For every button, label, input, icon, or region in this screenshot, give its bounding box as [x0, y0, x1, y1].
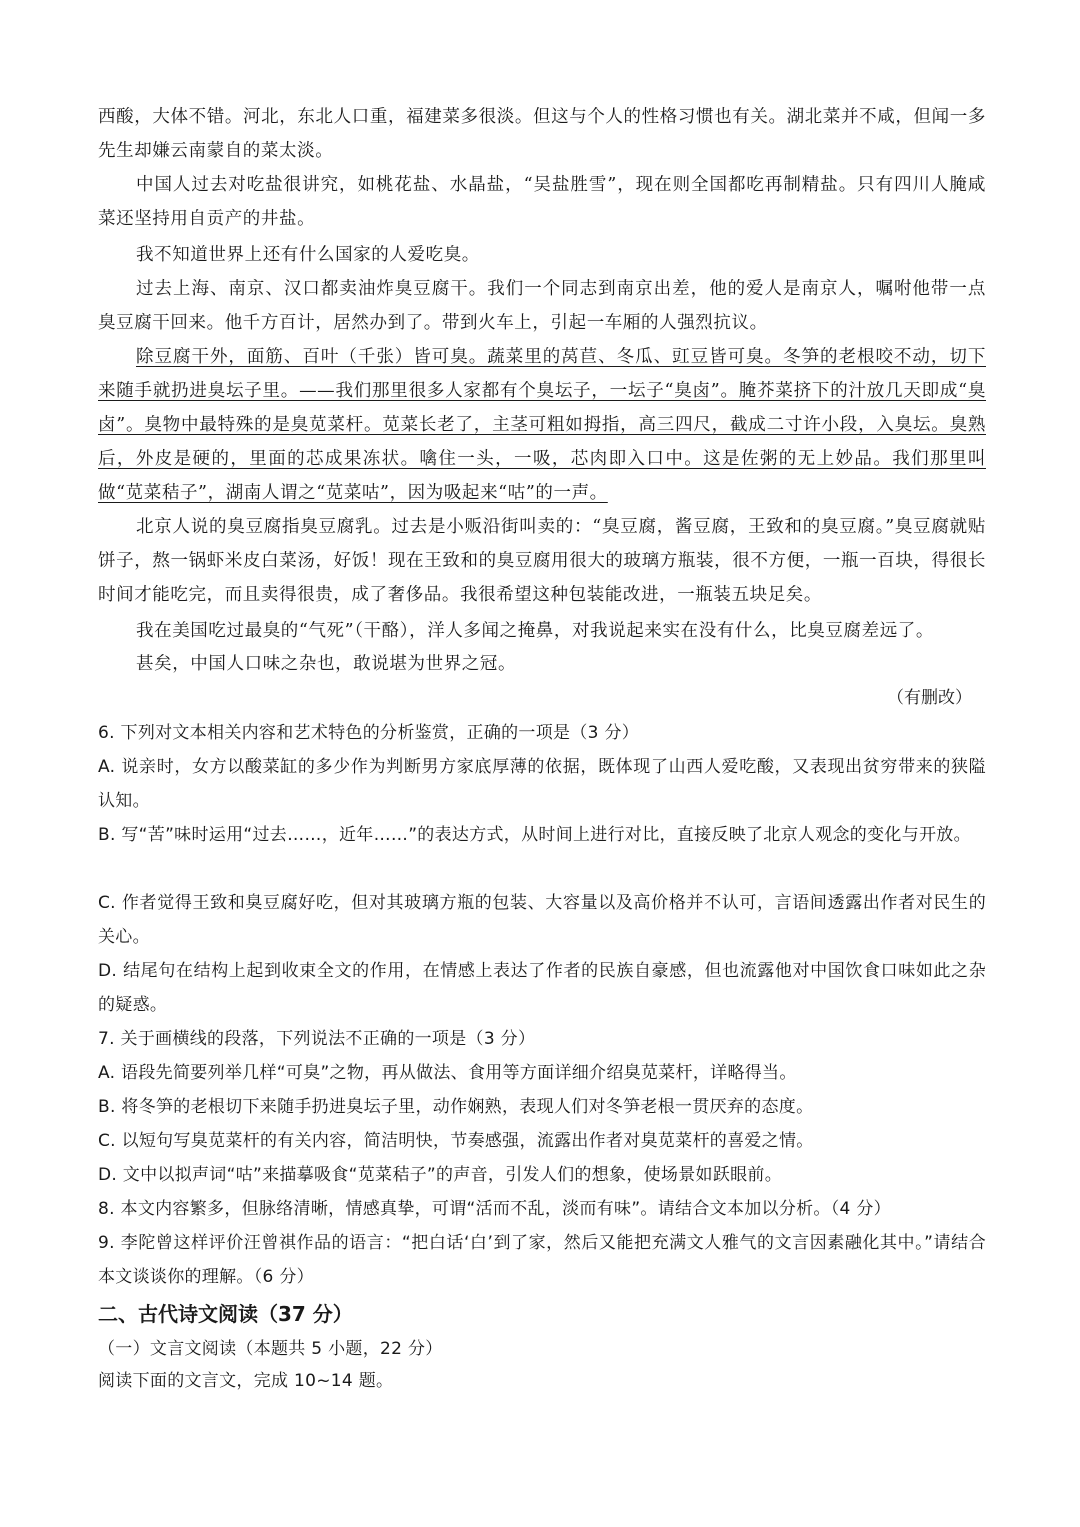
question-6-option-b: B. 写“苦”味时运用“过去……，近年……”的表达方式，从时间上进行对比，直接反映了北京人观念的变化与开放。 [98, 825, 971, 845]
passage-paragraph-4: 过去上海、南京、汉口都卖油炸臭豆腐干。我们一个同志到南京出差，他的爱人是南京人，嘱咐他带一点臭豆腐干回来。他千方百计，居然办到了。带到火车上，引起一车厢的人强烈抗议。 [98, 279, 986, 333]
question-9: 9. 李陀曾这样评价汪曾祺作品的语言：“把白话‘白’到了家，然后又能把充满文人雅气的文言因素融化其中。”请结合本文谈谈你的理解。（6 分） [98, 1233, 986, 1287]
question-6-option-a: A. 说亲时，女方以酸菜缸的多少作为判断男方家底厚薄的依据，既体现了山西人爱吃酸，又表现出贫穷带来的狭隘认知。 [98, 757, 986, 811]
section-instruction: 阅读下面的文言文，完成 10~14 题。 [98, 1371, 394, 1391]
passage-paragraph-2: 中国人过去对吃盐很讲究，如桃花盐、水晶盐，“吴盐胜雪”，现在则全国都吃再制精盐。只有四川人腌咸菜还坚持用自贡产的井盐。 [98, 175, 986, 229]
question-7-option-a: A. 语段先简要列举几样“可臭”之物，再从做法、食用等方面详细介绍臭苋菜杆，详略得当。 [98, 1063, 797, 1083]
passage-paragraph-1: 西酸，大体不错。河北，东北人口重，福建菜多很淡。但这与个人的性格习惯也有关。湖北菜并不咸，但闻一多先生却嫌云南蒙自的菜太淡。 [98, 107, 986, 161]
passage-paragraph-6: 北京人说的臭豆腐指臭豆腐乳。过去是小贩沿街叫卖的：“臭豆腐，酱豆腐，王致和的臭豆腐。”臭豆腐就贴饼子，熬一锅虾米皮白菜汤，好饭！现在王致和的臭豆腐用很大的玻璃方瓶装，很不方便，一瓶一百块，得很长时间才能吃完，而且卖得很贵，成了奢侈品。我很希望这种包装能改进，一瓶装五块足矣。 [98, 517, 986, 605]
question-7: 7. 关于画横线的段落，下列说法不正确的一项是（3 分） [98, 1029, 536, 1049]
source-note: （有删改） [887, 688, 972, 708]
question-7-option-c: C. 以短句写臭苋菜杆的有关内容，简洁明快，节奏感强，流露出作者对臭苋菜杆的喜爱之情。 [98, 1131, 814, 1151]
question-8: 8. 本文内容繁多，但脉络清晰，情感真挚，可谓“活而不乱，淡而有味”。请结合文本加以分析。（4 分） [98, 1199, 891, 1219]
passage-paragraph-8: 甚矣，中国人口味之杂也，敢说堪为世界之冠。 [136, 654, 517, 674]
section-heading: 二、古代诗文阅读（37 分） [98, 1302, 353, 1326]
question-7-option-b: B. 将冬笋的老根切下来随手扔进臭坛子里，动作娴熟，表现人们对冬笋老根一贯厌弃的态度。 [98, 1097, 814, 1117]
question-7-option-d: D. 文中以拟声词“咕”来描摹吸食“苋菜秸子”的声音，引发人们的想象，使场景如跃眼前。 [98, 1165, 783, 1185]
passage-paragraph-3: 我不知道世界上还有什么国家的人爱吃臭。 [136, 245, 480, 265]
question-6-option-c: C. 作者觉得王致和臭豆腐好吃，但对其玻璃方瓶的包装、大容量以及高价格并不认可，言语间透露出作者对民生的关心。 [98, 893, 986, 947]
passage-underlined-paragraph: 除豆腐干外，面筋、百叶（千张）皆可臭。蔬菜里的莴苣、冬瓜、豇豆皆可臭。冬笋的老根咬不动，切下来随手就扔进臭坛子里。——我们那里很多人家都有个臭坛子，一坛子“臭卤”。腌芥菜挤下的汁放几天即成“臭卤”。臭物中最特殊的是臭苋菜杆。苋菜长老了，主茎可粗如拇指，高三四尺，截成二寸许小段，入臭坛。臭熟后，外皮是硬的，里面的芯成果冻状。噙住一头，一吸，芯肉即入口中。这是佐粥的无上妙品。我们那里叫做“苋菜秸子”，湖南人谓之“苋菜咕”，因为吸起来“咕”的一声。 [98, 347, 986, 503]
question-6: 6. 下列对文本相关内容和艺术特色的分析鉴赏，正确的一项是（3 分） [98, 723, 640, 743]
section-subheading: （一）文言文阅读（本题共 5 小题，22 分） [98, 1339, 443, 1359]
passage-paragraph-7: 我在美国吃过最臭的“气死”（干酪），洋人多闻之掩鼻，对我说起来实在没有什么，比臭豆腐差远了。 [136, 621, 934, 641]
question-6-option-d: D. 结尾句在结构上起到收束全文的作用，在情感上表达了作者的民族自豪感，但也流露他对中国饮食口味如此之杂的疑惑。 [98, 961, 986, 1015]
